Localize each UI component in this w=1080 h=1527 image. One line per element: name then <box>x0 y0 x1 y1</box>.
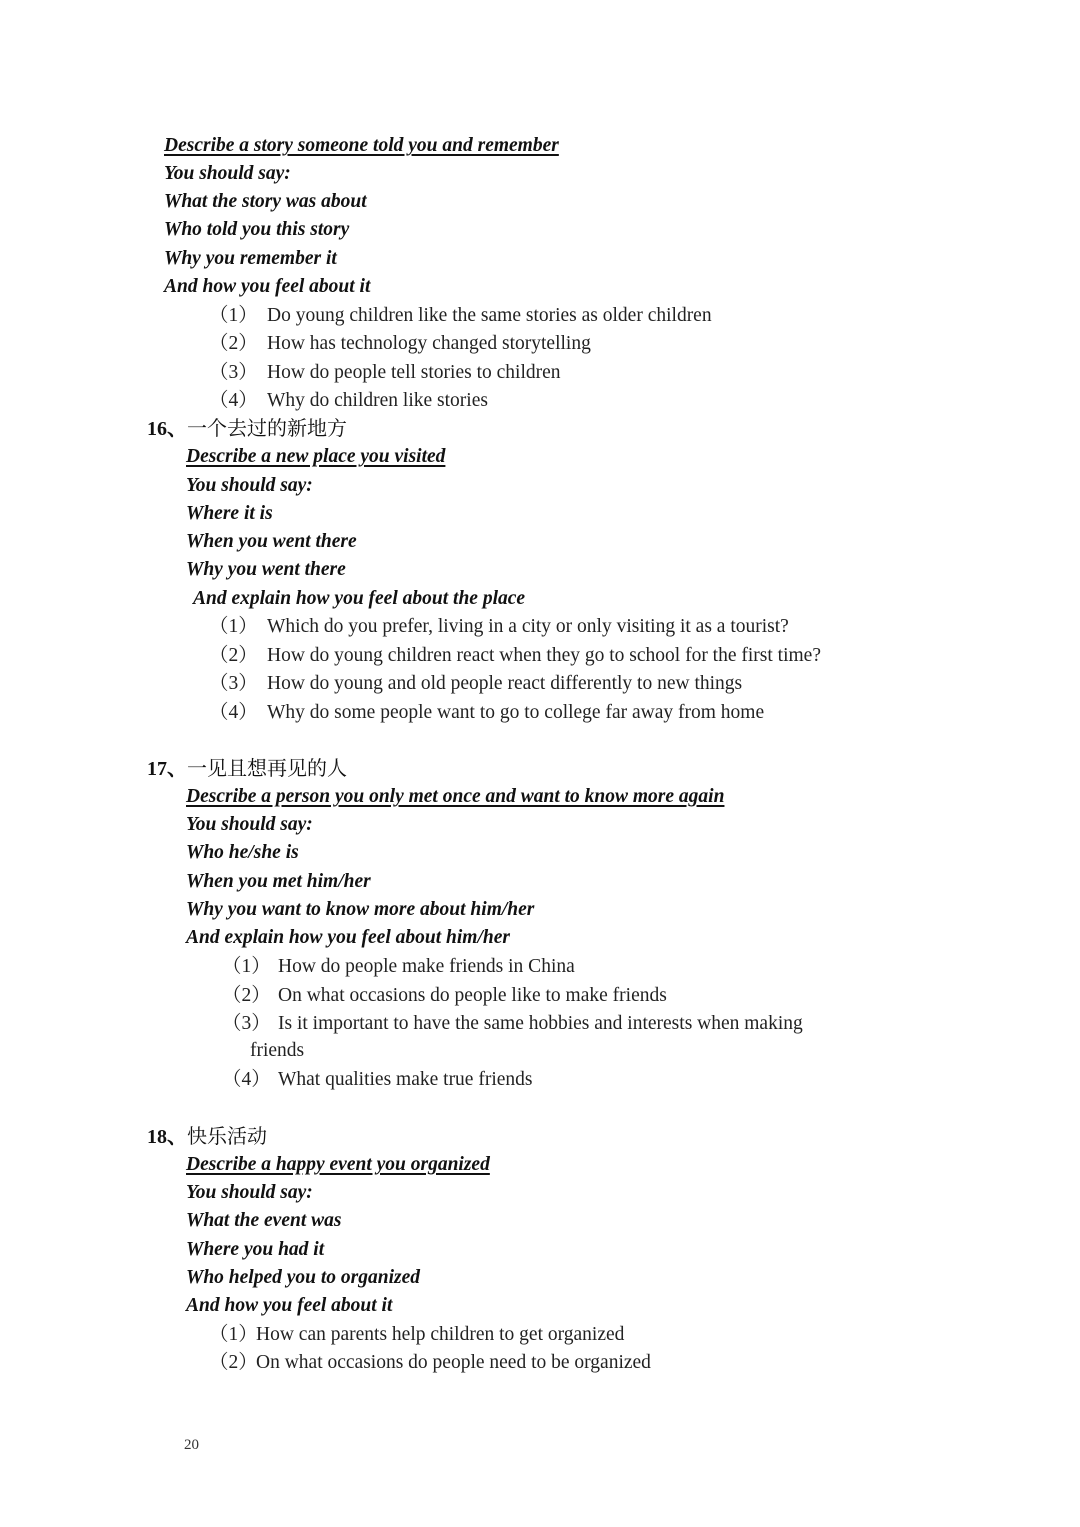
section16-title: Describe a new place you visited <box>186 446 446 467</box>
section16-question-3 <box>209 670 742 698</box>
section15-question-1 <box>209 302 712 330</box>
section16-question-4 <box>209 699 764 727</box>
question-text: How do young children react when they go to school for the first time? <box>267 645 821 666</box>
section18-question-2 <box>209 1349 651 1377</box>
section18-prompt-3: Who helped you to organized <box>186 1267 421 1288</box>
question-number: （2） <box>222 985 271 1006</box>
section15-prompt-3: Why you remember it <box>164 248 337 269</box>
question-number: （3） <box>222 1013 271 1034</box>
section16-should-say: You should say: <box>186 475 313 496</box>
question-number: （1） <box>209 616 258 637</box>
section17-question-2 <box>222 982 667 1010</box>
question-number: （3） <box>209 362 258 383</box>
section17-title: Describe a person you only met once and want to know more again <box>186 786 725 807</box>
question-text: On what occasions do people like to make friends <box>278 985 667 1006</box>
section17-prompt-2: When you met him/her <box>186 871 371 892</box>
section16-prompt-2: When you went there <box>186 531 357 552</box>
section16-prompt-4: And explain how you feel about the place <box>193 588 526 609</box>
section-cn-title: 一个去过的新地方 <box>187 416 347 440</box>
section-number: 17、 <box>147 758 187 780</box>
question-text: Is it important to have the same hobbies and interests when making <box>278 1013 803 1034</box>
section17-question-3-continuation: friends <box>250 1040 305 1061</box>
question-number: （1） <box>222 956 271 977</box>
section18-prompt-1: What the event was <box>186 1210 342 1231</box>
section-number: 16、 <box>147 418 187 440</box>
section17-prompt-3: Why you want to know more about him/her <box>186 899 535 920</box>
section17-question-1 <box>222 953 575 981</box>
question-text: How do people tell stories to children <box>267 362 561 383</box>
section16-prompt-1: Where it is <box>186 503 273 524</box>
question-text: What qualities make true friends <box>278 1069 533 1090</box>
question-number: （4） <box>222 1069 271 1090</box>
section18-title: Describe a happy event you organized <box>186 1154 490 1175</box>
section17-should-say: You should say: <box>186 814 313 835</box>
section16-heading <box>147 414 347 442</box>
section15-prompt-1: What the story was about <box>164 191 367 212</box>
question-text: Why do children like stories <box>267 390 488 411</box>
question-number: （2） <box>209 333 258 354</box>
section17-question-4 <box>222 1066 533 1094</box>
section18-question-1 <box>209 1321 624 1349</box>
section17-question-3 <box>222 1010 803 1038</box>
question-text: Why do some people want to go to college far away from home <box>267 702 765 723</box>
section16-question-2 <box>209 642 821 670</box>
question-text: How can parents help children to get organized <box>256 1324 625 1345</box>
section-cn-title: 快乐活动 <box>187 1124 267 1148</box>
question-number: （1） <box>209 1324 258 1345</box>
question-text: Which do you prefer, living in a city or only visiting it as a tourist? <box>267 616 789 637</box>
section16-question-1 <box>209 613 789 641</box>
section17-prompt-4: And explain how you feel about him/her <box>186 927 510 948</box>
question-number: （3） <box>209 673 258 694</box>
section17-prompt-1: Who he/she is <box>186 842 299 863</box>
section18-heading <box>147 1122 267 1150</box>
question-text: How do people make friends in China <box>278 956 575 977</box>
question-number: （4） <box>209 390 258 411</box>
section15-prompt-2: Who told you this story <box>164 219 350 240</box>
question-text: Do young children like the same stories as older children <box>267 305 712 326</box>
section15-should-say: You should say: <box>164 163 291 184</box>
question-text: How has technology changed storytelling <box>267 333 591 354</box>
section15-question-4 <box>209 387 488 415</box>
section15-question-2 <box>209 330 591 358</box>
section18-should-say: You should say: <box>186 1182 313 1203</box>
question-number: （1） <box>209 305 258 326</box>
page-number: 20 <box>184 1437 199 1453</box>
section17-heading <box>147 754 347 782</box>
section18-prompt-4: And how you feel about it <box>186 1295 393 1316</box>
section15-title: Describe a story someone told you and remember <box>164 135 559 156</box>
question-text: How do young and old people react differently to new things <box>267 673 743 694</box>
section15-prompt-4: And how you feel about it <box>164 276 371 297</box>
section18-prompt-2: Where you had it <box>186 1239 325 1260</box>
question-number: （2） <box>209 1352 258 1373</box>
section15-question-3 <box>209 359 561 387</box>
question-text: On what occasions do people need to be organized <box>256 1352 651 1373</box>
section-number: 18、 <box>147 1126 187 1148</box>
section-cn-title: 一见且想再见的人 <box>187 756 347 780</box>
question-number: （4） <box>209 702 258 723</box>
section16-prompt-3: Why you went there <box>186 559 346 580</box>
question-number: （2） <box>209 645 258 666</box>
